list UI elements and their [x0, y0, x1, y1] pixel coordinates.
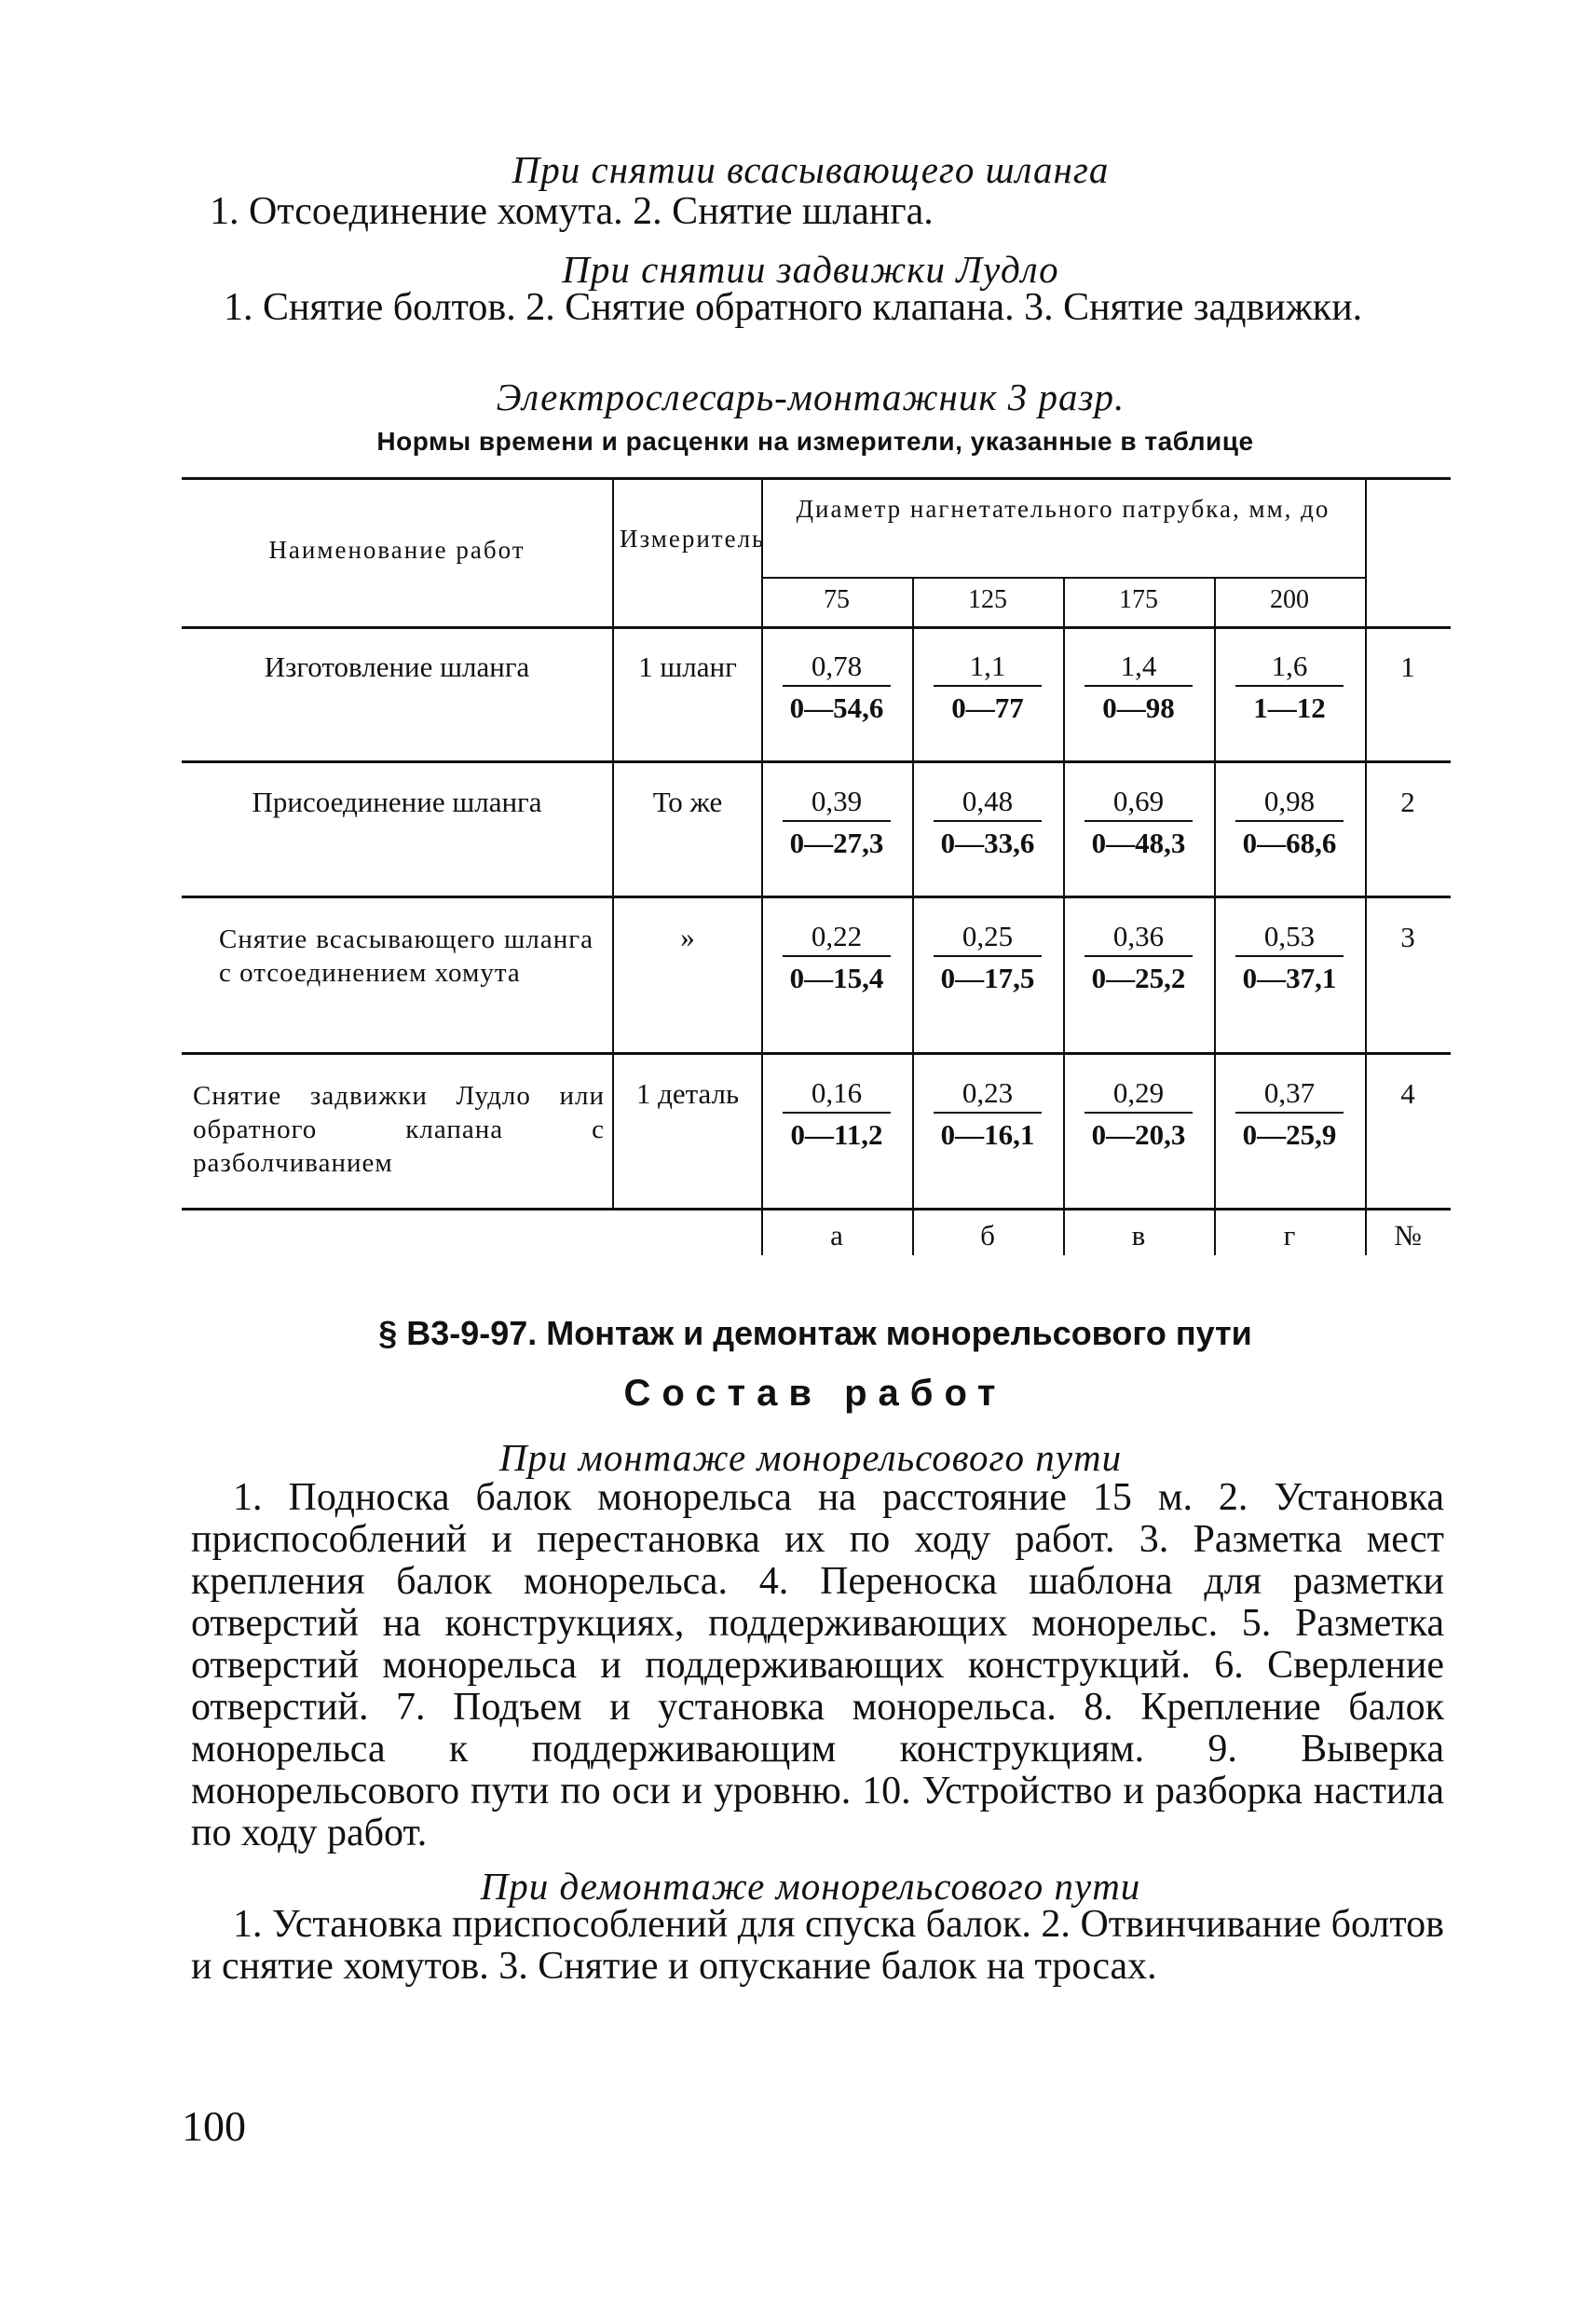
rate: 0—27,3 [789, 827, 884, 859]
paragraph-ludlo: 1. Снятие болтов. 2. Снятие обратного клапана. 3. Снятие задвижки. [224, 286, 1363, 329]
rate: 0—11,2 [790, 1118, 883, 1151]
paragraph-suction-hose: 1. Отсоединение хомута. 2. Снятие шланга. [210, 190, 934, 233]
heading-ludlo: При снятии задвижки Лудло [562, 248, 1059, 291]
header-diam-175: 175 [1119, 585, 1158, 614]
paragraph-dismount: 1. Установка приспособлений для спуска балок. 2. Отвинчивание болтов и снятие хомутов. 3. Снятие и опускание балок на тросах. [191, 1903, 1444, 1988]
table-caption: Нормы времени и расценки на измерители, указанные в таблице [376, 427, 1254, 456]
row4-col-v [1069, 1074, 1208, 1156]
rate: 1—12 [1253, 691, 1326, 724]
time-norm: 0,16 [783, 1074, 891, 1114]
row4-col-a [767, 1074, 907, 1156]
header-diam-200: 200 [1270, 585, 1309, 614]
row2-col-a [767, 783, 907, 865]
row3-col-a [767, 918, 907, 1000]
col-divider [1063, 577, 1065, 1255]
header-work-name: Наименование работ [268, 536, 525, 564]
time-norm: 0,23 [934, 1074, 1042, 1114]
column-letter-b: б [980, 1219, 995, 1252]
row-rule [182, 760, 1451, 763]
time-norm: 0,39 [783, 783, 891, 822]
row3-col-v [1069, 918, 1208, 1000]
table-bottom-rule [182, 1208, 1451, 1211]
rate: 0—25,9 [1242, 1118, 1337, 1151]
time-norm: 0,78 [783, 648, 891, 687]
page-number: 100 [182, 2102, 246, 2150]
time-norm: 0,29 [1084, 1074, 1193, 1114]
norms-table [182, 477, 1451, 1255]
row1-col-g [1220, 648, 1359, 730]
rate: 0—33,6 [940, 827, 1035, 859]
heading-suction-hose: При снятии всасывающего шланга [512, 148, 1110, 191]
row4-work: Снятие задвижки Лудло или обратного клапана с разболчиванием [193, 1081, 605, 1178]
rate: 0—77 [951, 691, 1024, 724]
row3-col-b [918, 918, 1057, 1000]
rate: 0—17,5 [940, 962, 1035, 994]
row3-col-g [1220, 918, 1359, 1000]
row2-unit: То же [652, 786, 723, 818]
time-norm: 1,4 [1084, 648, 1193, 687]
header-diameter: Диаметр нагнетательного патрубка, мм, до [796, 495, 1330, 523]
table-top-rule [182, 477, 1451, 480]
col-divider [1365, 477, 1367, 1255]
row1-col-b [918, 648, 1057, 730]
row4-unit: 1 деталь [635, 1077, 740, 1110]
row1-work: Изготовление шланга [264, 650, 530, 683]
rate: 0—15,4 [789, 962, 884, 994]
time-norm: 0,36 [1084, 918, 1193, 957]
row3-unit: » [680, 921, 695, 953]
time-norm: 1,1 [934, 648, 1042, 687]
col-divider [612, 477, 614, 1208]
row4-col-b [918, 1074, 1057, 1156]
column-letter-g: г [1283, 1219, 1296, 1252]
rate: 0—54,6 [789, 691, 884, 724]
column-letter-a: а [830, 1219, 843, 1252]
row1-number: 1 [1400, 650, 1415, 683]
header-bottom-rule [182, 626, 1451, 629]
time-norm: 0,98 [1235, 783, 1344, 822]
rate: 0—98 [1102, 691, 1175, 724]
row1-col-a [767, 648, 907, 730]
header-unit: Измеритель [620, 525, 766, 553]
row2-col-b [918, 783, 1057, 865]
row1-unit: 1 шланг [638, 650, 737, 683]
row3-number: 3 [1400, 921, 1415, 953]
col-divider [912, 577, 914, 1255]
section-title: § В3-9-97. Монтаж и демонтаж монорельсового пути [378, 1314, 1252, 1352]
rate: 0—68,6 [1242, 827, 1337, 859]
row4-number: 4 [1400, 1077, 1415, 1110]
rate: 0—48,3 [1091, 827, 1186, 859]
row4-col-g [1220, 1074, 1359, 1156]
time-norm: 0,69 [1084, 783, 1193, 822]
heading-worker: Электрослесарь-монтажник 3 разр. [496, 376, 1125, 418]
header-diam-75: 75 [824, 585, 850, 614]
time-norm: 0,48 [934, 783, 1042, 822]
row2-work: Присоединение шланга [252, 786, 542, 818]
rate: 0—20,3 [1091, 1118, 1186, 1151]
row-rule [182, 1052, 1451, 1055]
heading-dismount: При демонтаже монорельсового пути [480, 1865, 1141, 1908]
row2-col-v [1069, 783, 1208, 865]
header-diam-125: 125 [968, 585, 1007, 614]
column-letter-v: в [1131, 1219, 1146, 1252]
paragraph-mount: 1. Подноска балок монорельса на расстояние 15 м. 2. Установка приспособлений и перестановка их по ходу работ. 3. Разметка мест крепления балок монорельса. 4. Переноска шаблона для разметки отверстий на конструкциях, поддерживающих монорельс. 5. Разметка отверстий монорельса и поддерживающих конструкций. 6. Сверление отверстий. 7. Подъем и установка монорельса. 8. Крепление балок монорельса к поддерживающим конструкциям. 9. Выверка монорельсового пути по оси и уровню. 10. Устройство и разборка настила по ходу работ. [191, 1476, 1444, 1854]
time-norm: 1,6 [1235, 648, 1344, 687]
row2-col-g [1220, 783, 1359, 865]
row-rule [182, 896, 1451, 898]
rate: 0—25,2 [1091, 962, 1186, 994]
rate: 0—16,1 [940, 1118, 1035, 1151]
time-norm: 0,22 [783, 918, 891, 957]
heading-mount: При монтаже монорельсового пути [498, 1436, 1123, 1479]
subsection-title: Состав работ [623, 1373, 1007, 1414]
row1-col-v [1069, 648, 1208, 730]
row2-number: 2 [1400, 786, 1415, 818]
number-sign: № [1394, 1219, 1422, 1252]
col-divider [1214, 577, 1216, 1255]
time-norm: 0,25 [934, 918, 1042, 957]
rate: 0—37,1 [1242, 962, 1337, 994]
time-norm: 0,37 [1235, 1074, 1344, 1114]
time-norm: 0,53 [1235, 918, 1344, 957]
row3-work: Снятие всасывающего шланга с отсоединением хомута [219, 924, 593, 988]
